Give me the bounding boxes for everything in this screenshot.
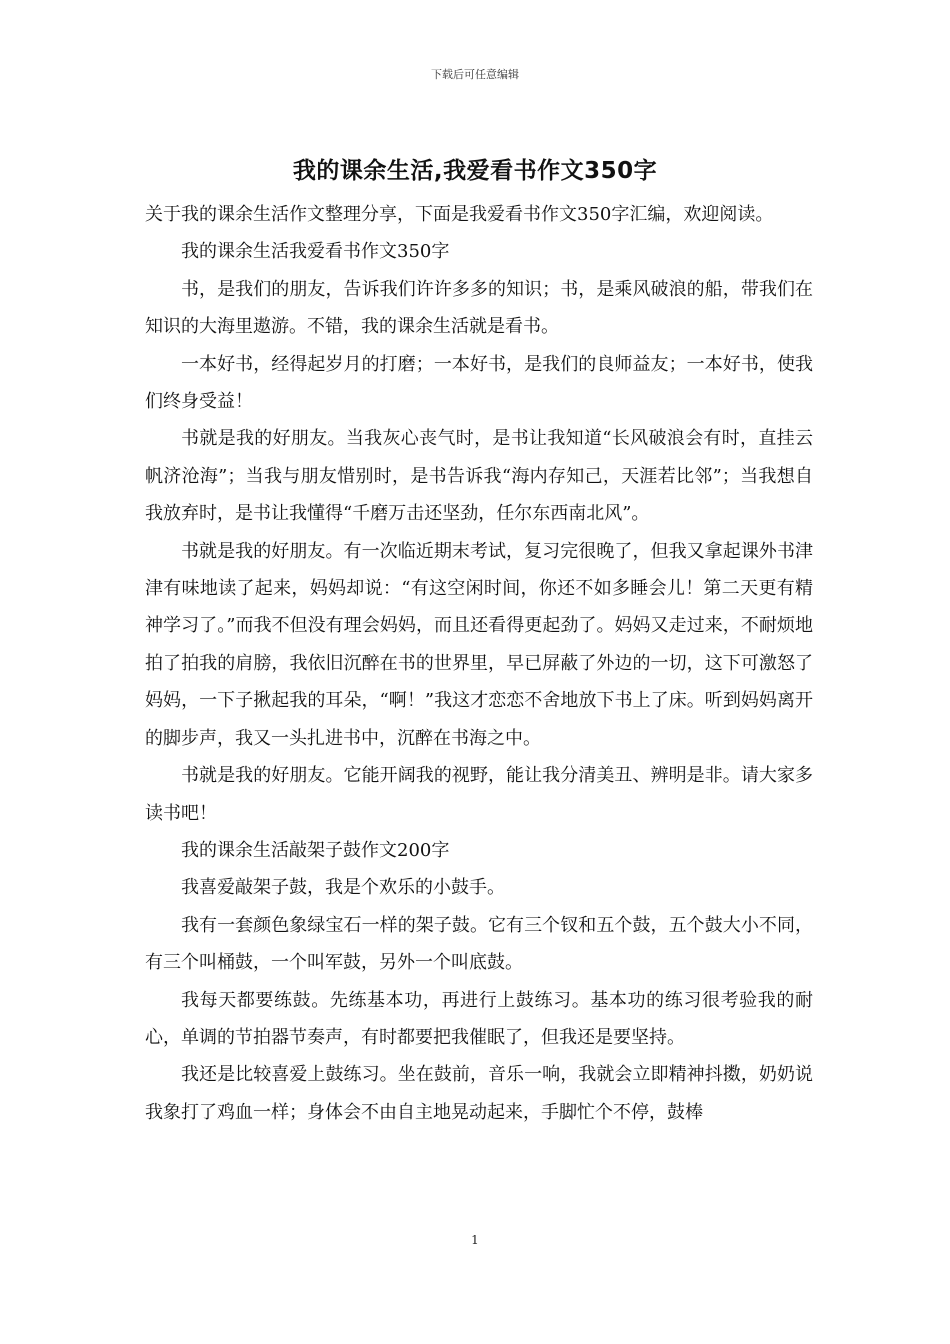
paragraph: 书就是我的好朋友。当我灰心丧气时，是书让我知道“长风破浪会有时，直挂云帆济沧海”；当我与朋友惜别时，是书告诉我“海内存知己，天涯若比邻”；当我想自我放弃时，是书让我懂得“千磨万击还坚劲，任尔东西南北风”。 bbox=[145, 428, 813, 525]
section-heading-reading: 我的课余生活我爱看书作文350字 bbox=[181, 241, 450, 263]
paragraph: 书就是我的好朋友。它能开阔我的视野，能让我分清美丑、辨明是非。请大家多读书吧！ bbox=[145, 765, 813, 824]
page-number: 1 bbox=[471, 1233, 479, 1247]
paragraph: 我每天都要练鼓。先练基本功，再进行上鼓练习。基本功的练习很考验我的耐心，单调的节拍器节奏声，有时都要把我催眠了，但我还是要坚持。 bbox=[145, 989, 813, 1048]
paragraph: 书就是我的好朋友。有一次临近期末考试，复习完很晚了，但我又拿起课外书津津有味地读了起来，妈妈却说：“有这空闲时间，你还不如多睡会儿！第二天更有精神学习了。”而我不但没有理会妈妈，而且还看得更起劲了。妈妈又走过来，不耐烦地拍了拍我的肩膀，我依旧沉醉在书的世界里，早已屏蔽了外边的一切，这下可激怒了妈妈，一下子揪起我的耳朵，“啊！”我这才恋恋不舍地放下书上了床。听到妈妈离开的脚步声，我又一头扎进书中，沉醉在书海之中。 bbox=[145, 540, 813, 749]
document-title: 我的课余生活,我爱看书作文350字 bbox=[292, 158, 658, 184]
paragraph: 书，是我们的朋友，告诉我们许许多多的知识；书，是乘风破浪的船，带我们在知识的大海里遨游。不错，我的课余生活就是看书。 bbox=[145, 278, 813, 338]
paragraph: 我还是比较喜爱上鼓练习。坐在鼓前，音乐一响，我就会立即精神抖擞，奶奶说我象打了鸡血一样；身体会不由自主地晃动起来，手脚忙个不停，鼓棒 bbox=[145, 1064, 813, 1123]
paragraph: 我喜爱敲架子鼓，我是个欢乐的小鼓手。 bbox=[181, 877, 505, 899]
document-body bbox=[145, 196, 813, 1131]
page-header-note: 下载后可任意编辑 bbox=[431, 68, 519, 81]
section-heading-drums: 我的课余生活敲架子鼓作文200字 bbox=[181, 839, 450, 861]
paragraph-intro: 关于我的课余生活作文整理分享，下面是我爱看书作文350字汇编，欢迎阅读。 bbox=[145, 204, 774, 225]
paragraph: 一本好书，经得起岁月的打磨；一本好书，是我们的良师益友；一本好书，使我们终身受益！ bbox=[145, 353, 813, 413]
paragraph: 我有一套颜色象绿宝石一样的架子鼓。它有三个钗和五个鼓，五个鼓大小不同，有三个叫桶鼓，一个叫军鼓，另外一个叫底鼓。 bbox=[145, 914, 813, 974]
